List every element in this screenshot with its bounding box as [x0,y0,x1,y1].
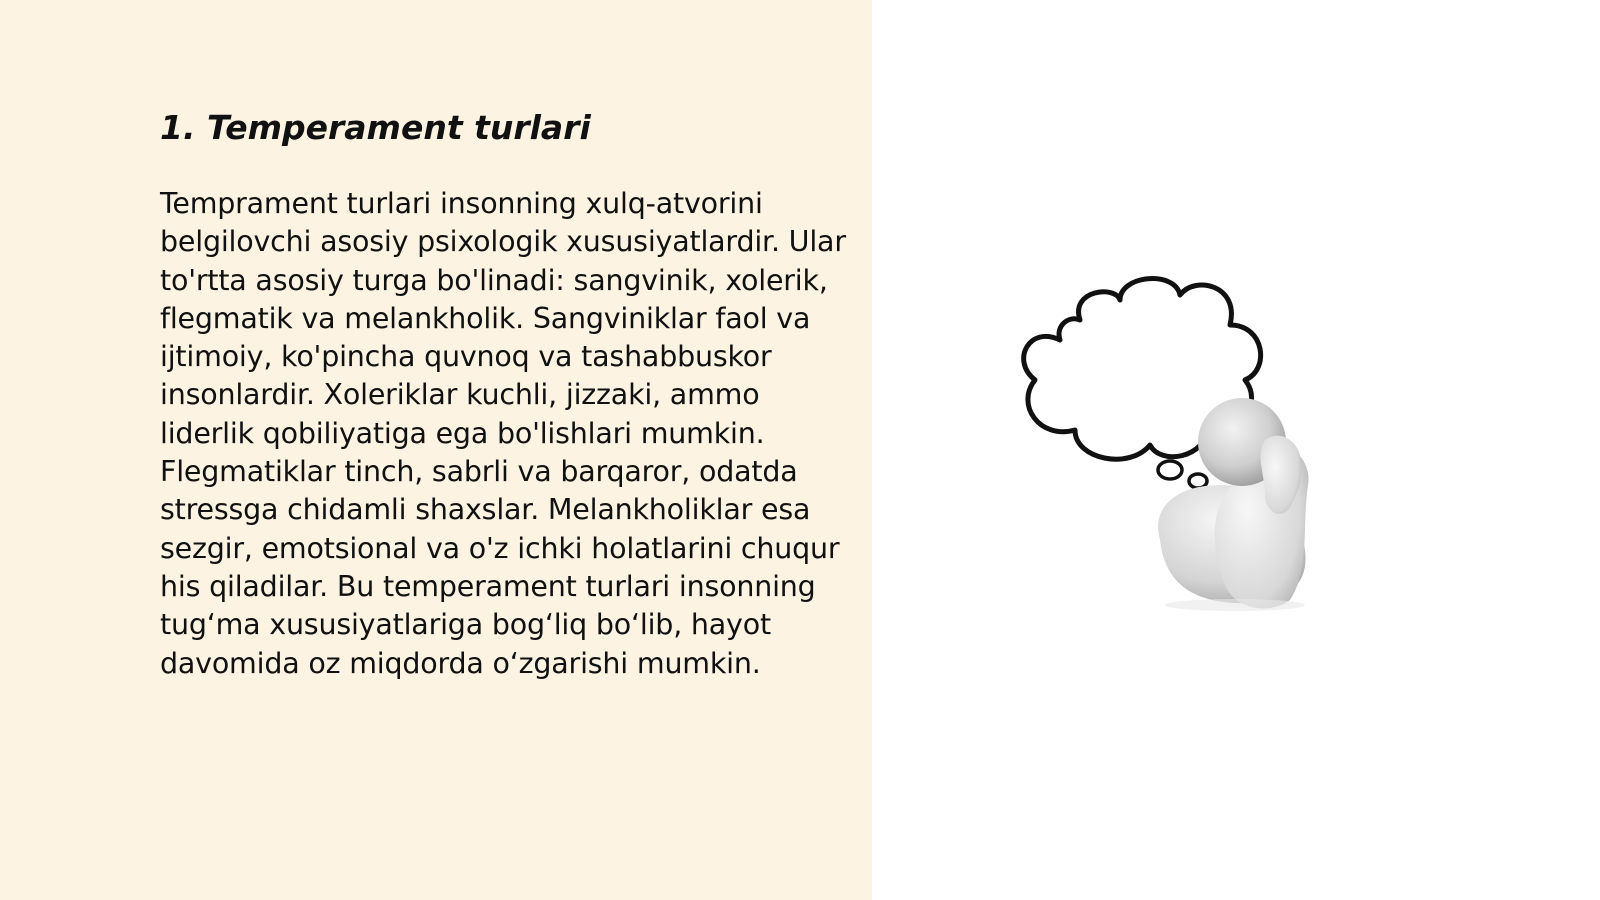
slide-title: 1. Temperament turlari [160,108,591,147]
thinking-person-icon [1020,270,1360,630]
slide-body-text: Temprament turlari insonning xulq-atvorini belgilovchi asosiy psixologik xususiyatlardir. Ular to'rtta asosiy turga bo'linadi: sangvinik, xolerik, flegmatik va melankholik. Sangviniklar faol va ijtimoiy, ko'pincha quvnoq va tashabbuskor insonlardir. Xoleriklar kuchli, jizzaki, ammo liderlik qobiliyatiga ega bo'lishlari mumkin. Flegmatiklar tinch, sabrli va barqaror, odatda stressga chidamli shaxslar. Melankholiklar esa sezgir, emotsional va o'z ichki holatlarini chuqur his qiladilar. Bu temperament turlari insonning tug‘ma xususiyatlariga bog‘liq bo‘lib, hayot davomida oz miqdorda o‘zgarishi mumkin. [160,187,846,680]
